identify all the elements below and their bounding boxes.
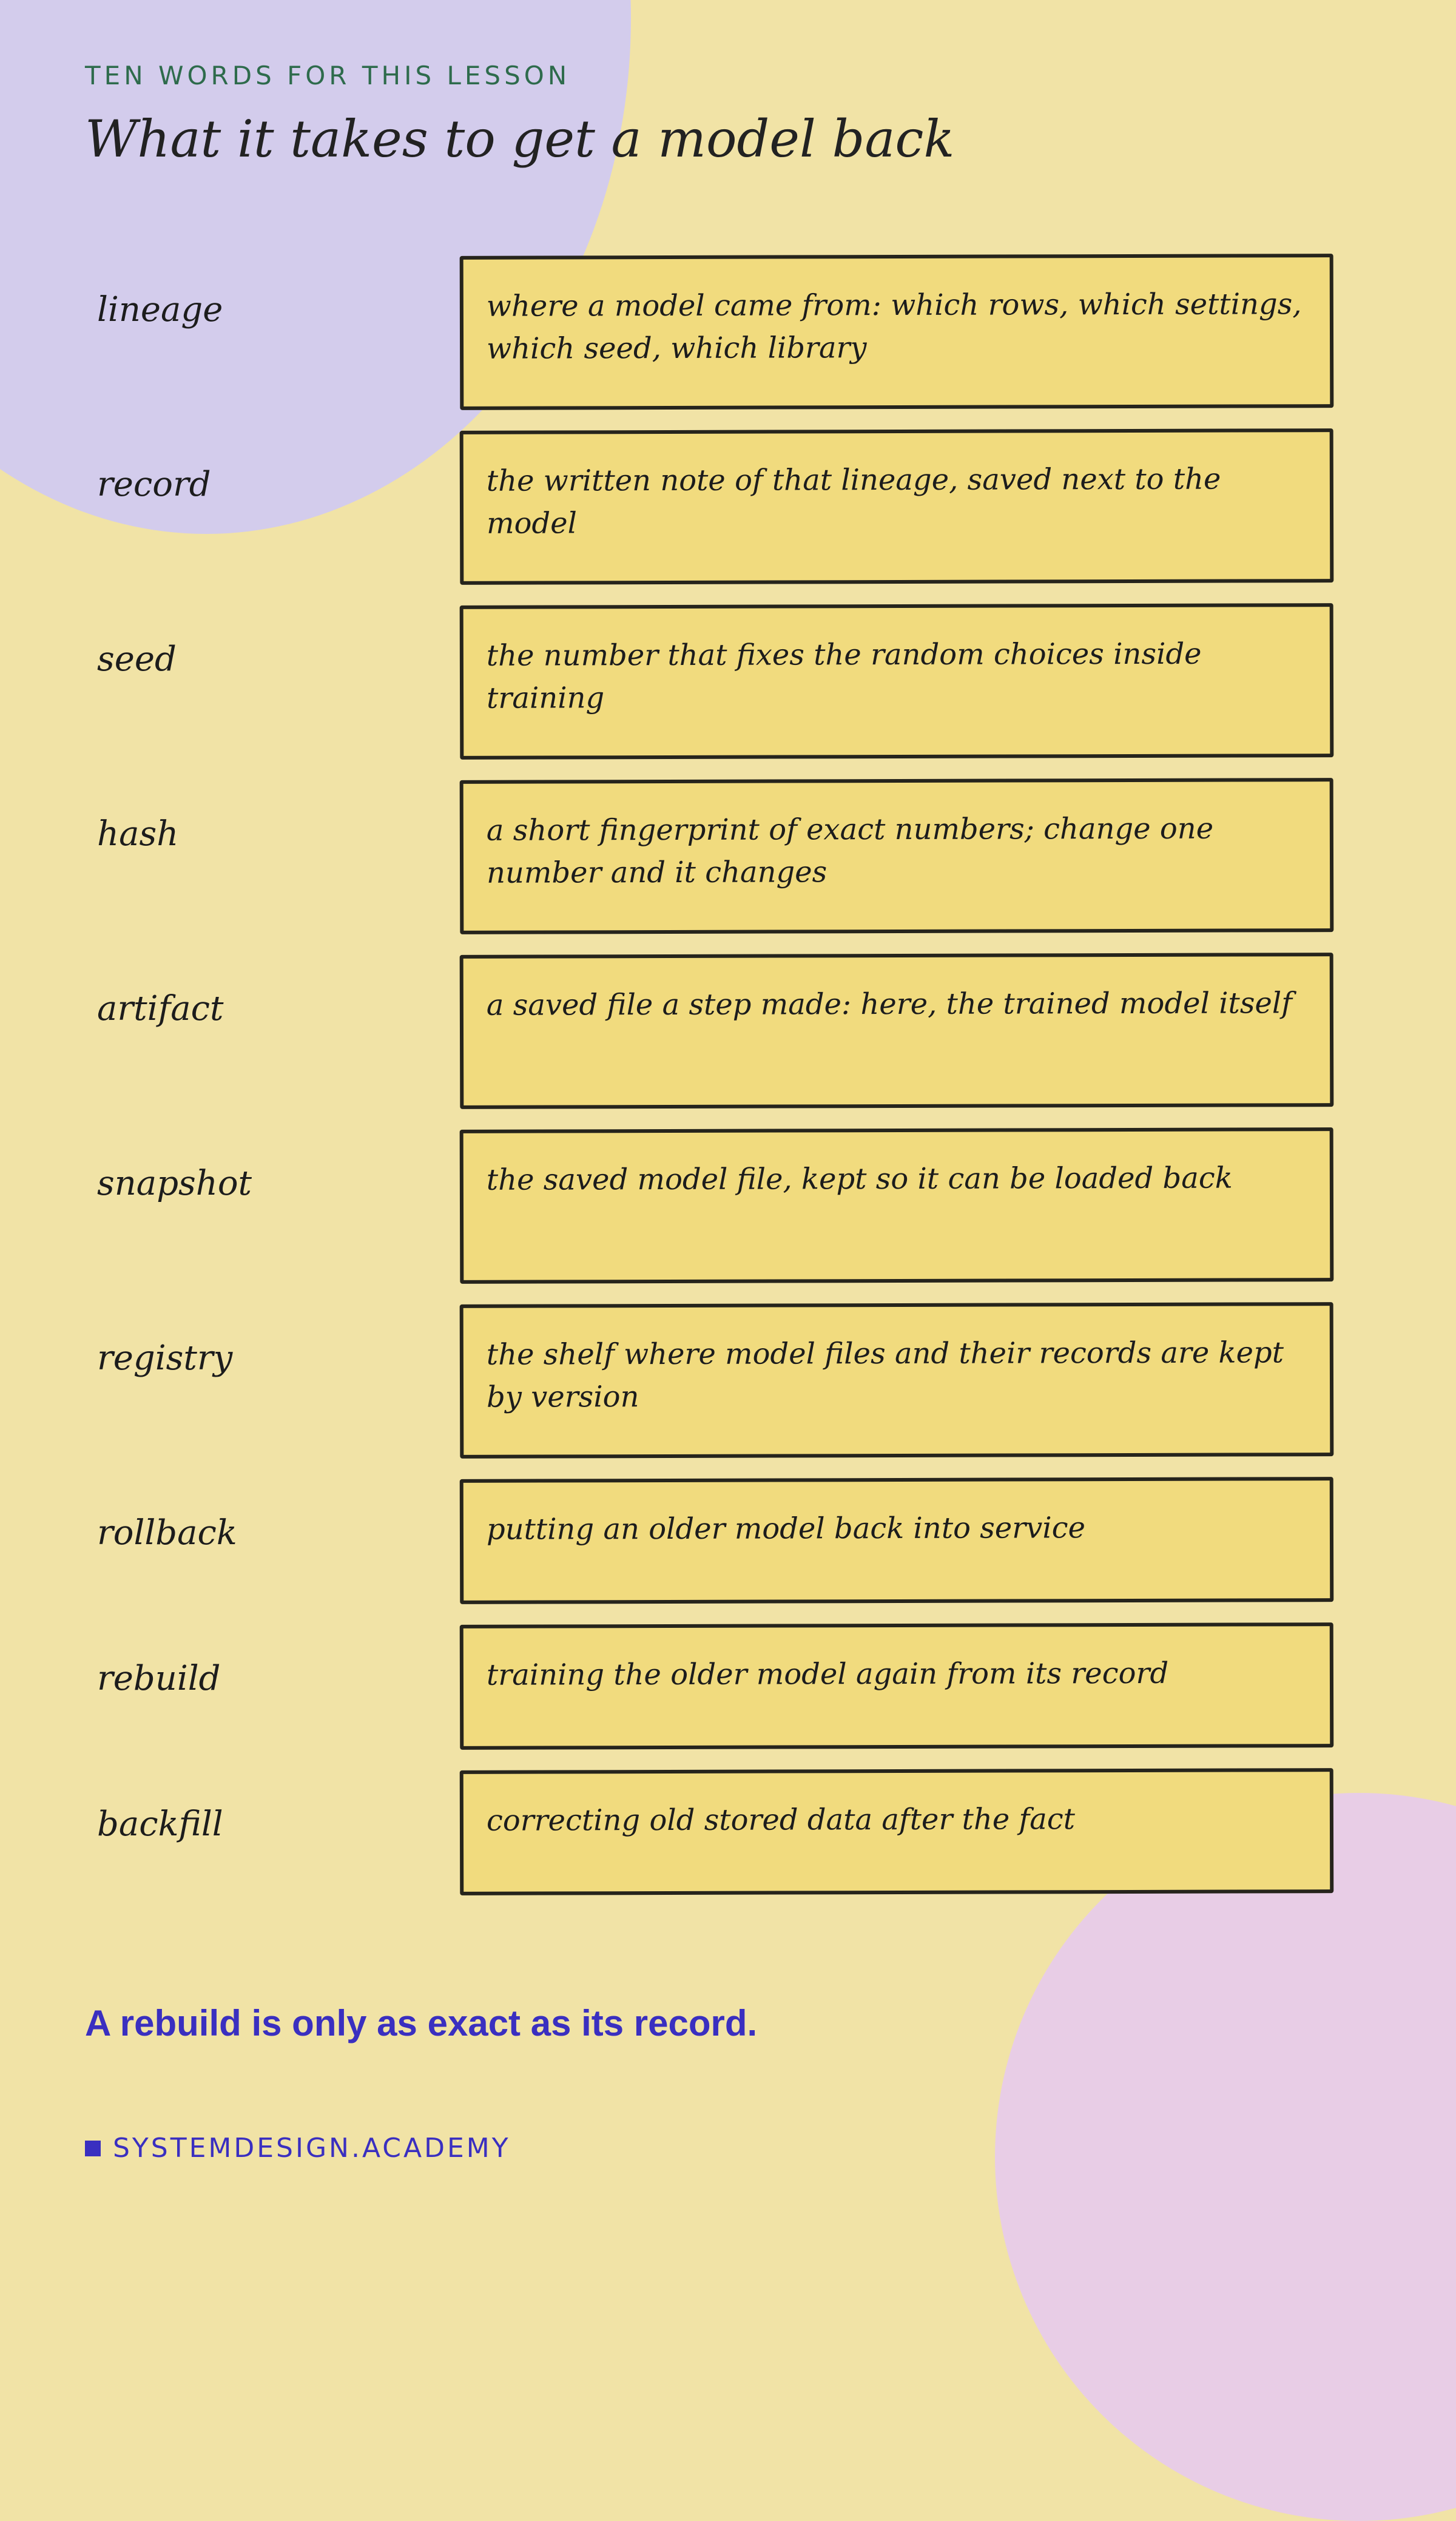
definition-text: training the older model again from its record — [486, 1656, 1169, 1692]
definition-card — [460, 254, 1334, 410]
definition-text: the written note of that lineage, saved next to the model — [486, 462, 1221, 541]
definition-card — [460, 1127, 1334, 1284]
term-label: lineage — [97, 290, 223, 329]
definition-text: a saved file a step made: here, the trained model itself — [486, 986, 1293, 1022]
footer-brand — [85, 2133, 511, 2164]
definition-card — [460, 1768, 1334, 1895]
term-label: registry — [97, 1338, 233, 1378]
term-label: snapshot — [97, 1164, 252, 1203]
definition-text: where a model came from: which rows, which settings, which seed, which library — [486, 287, 1302, 366]
definition-card — [460, 953, 1334, 1109]
definition-text: the shelf where model files and their records are kept by version — [486, 1335, 1284, 1414]
term-label: artifact — [97, 989, 224, 1028]
term-label: hash — [97, 814, 179, 854]
page-title: What it takes to get a model back — [85, 109, 955, 169]
term-label: rebuild — [97, 1659, 221, 1698]
term-label: record — [97, 465, 211, 504]
definition-text: the number that fixes the random choices inside training — [486, 636, 1202, 715]
definition-text: a short fingerprint of exact numbers; change one number and it changes — [486, 811, 1214, 890]
tagline: A rebuild is only as exact as its record. — [85, 2003, 758, 2043]
brand-text: SYSTEMDESIGN.ACADEMY — [113, 2133, 511, 2164]
definition-card — [460, 1622, 1334, 1750]
definition-text: the saved model file, kept so it can be loaded back — [486, 1161, 1233, 1197]
definition-text: correcting old stored data after the fact — [486, 1802, 1076, 1838]
definition-text: putting an older model back into service — [486, 1511, 1086, 1547]
definition-card — [460, 778, 1334, 934]
definition-card — [460, 428, 1334, 585]
definition-card — [460, 603, 1334, 760]
brand-square-icon — [85, 2141, 101, 2156]
term-label: rollback — [97, 1513, 237, 1553]
definition-card — [460, 1302, 1334, 1459]
term-label: backfill — [97, 1804, 223, 1844]
term-label: seed — [97, 640, 177, 679]
definition-card — [460, 1477, 1334, 1604]
eyebrow-label: TEN WORDS FOR THIS LESSON — [85, 61, 571, 90]
